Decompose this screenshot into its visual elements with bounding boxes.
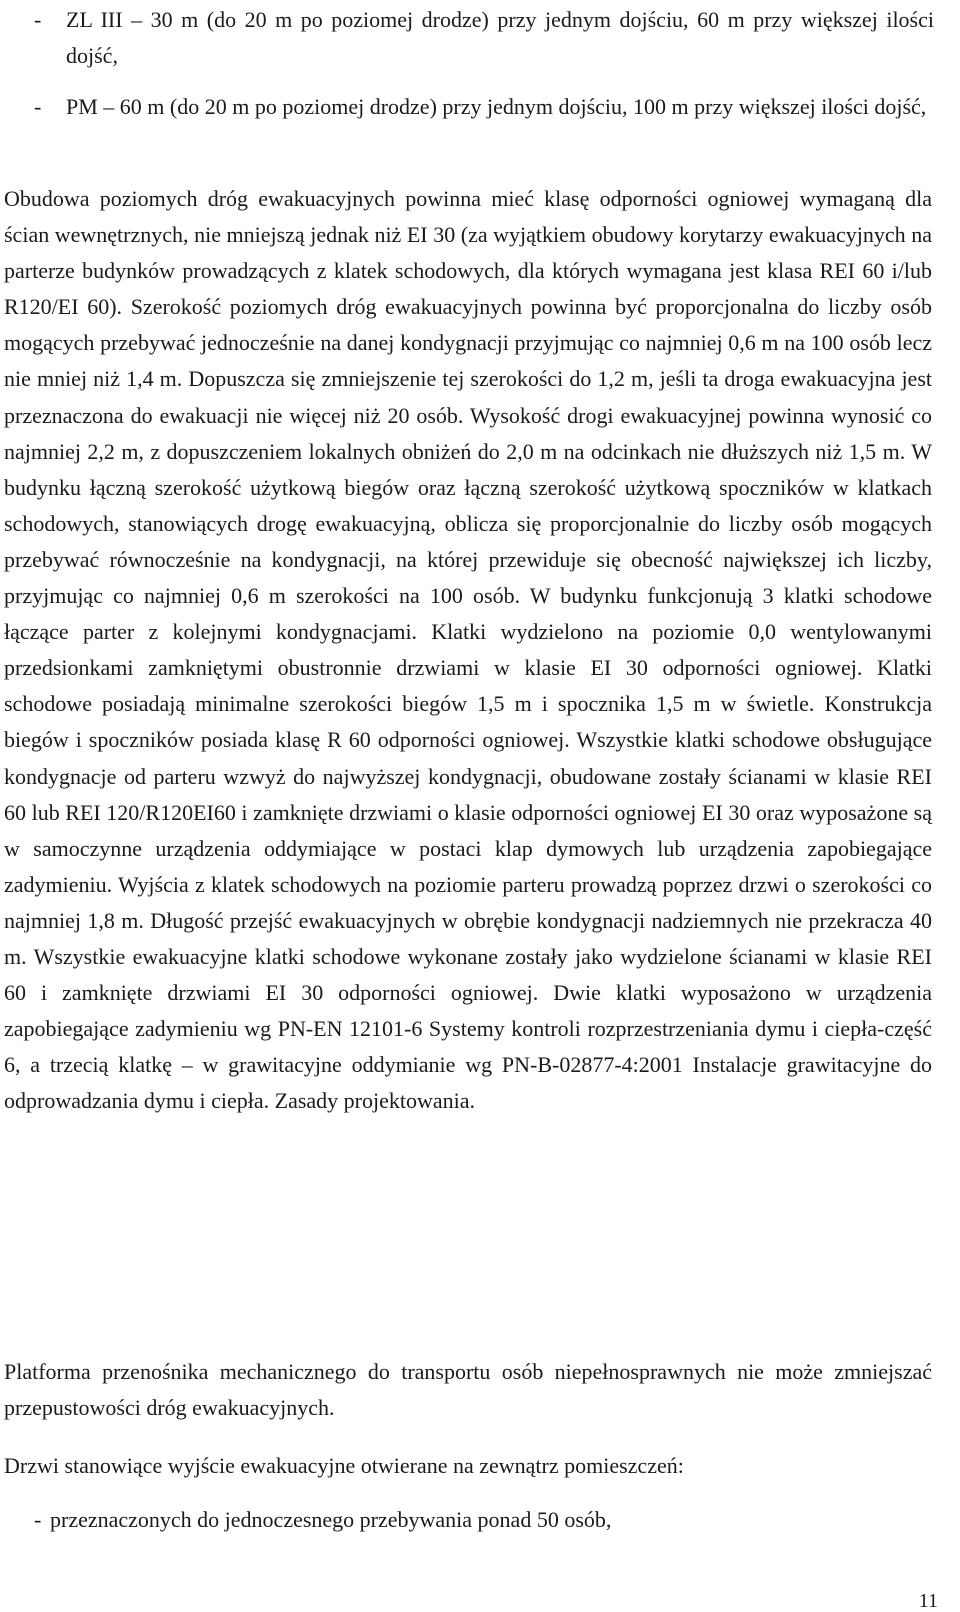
- list-item-text: przeznaczonych do jednoczesnego przebywania ponad 50 osób,: [50, 1507, 612, 1532]
- paragraph-platform: Platforma przenośnika mechanicznego do transportu osób niepełnosprawnych nie może zmniejszać przepustowości dróg ewakuacyjnych.: [4, 1359, 932, 1421]
- list-item-text: ZL III – 30 m (do 20 m po poziomej drodze) przy jednym dojściu, 60 m przy większej ilości dojść,: [66, 7, 934, 68]
- list-item: [34, 2, 934, 74]
- list-item-text: PM – 60 m (do 20 m po poziomej drodze) przy jednym dojściu, 100 m przy większej ilości dojść,: [66, 94, 927, 119]
- list-item: [34, 89, 934, 125]
- paragraph-evacuation-routes: Obudowa poziomych dróg ewakuacyjnych powinna mieć klasę odporności ogniowej wymaganą dla ścian wewnętrznych, nie mniejszą jednak niż EI 30 (za wyjątkiem obudowy korytarzy ewakuacyjnych na parterze budynków prowadzących z klatek schodowych, dla których wymagana jest klasa REI 60 i/lub R120/EI 60). Szerokość poziomych dróg ewakuacyjnych powinna być proporcjonalna do liczby osób mogących przebywać jednocześnie na danej kondygnacji przyjmując co najmniej 0,6 m na 100 osób lecz nie mniej niż 1,4 m. Dopuszcza się zmniejszenie tej szerokości do 1,2 m, jeśli ta droga ewakuacyjna jest przeznaczona do ewakuacji nie więcej niż 20 osób. Wysokość drogi ewakuacyjnej powinna wynosić co najmniej 2,2 m, z dopuszczeniem lokalnych obniżeń do 2,0 m na odcinkach nie dłuższych niż 1,5 m. W budynku łączną szerokość użytkową biegów oraz łączną szerokość użytkową spoczników w klatkach schodowych, stanowiących drogę ewakuacyjną, oblicza się proporcjonalnie do liczby osób mogących przebywać równocześnie na kondygnacji, na której przewiduje się obecność największej ich liczby, przyjmując co najmniej 0,6 m szerokości na 100 osób. W budynku funkcjonują 3 klatki schodowe łączące parter z kolejnymi kondygnacjami. Klatki wydzielono na poziomie 0,0 wentylowanymi przedsionkami zamkniętymi obustronnie drzwiami w klasie EI 30 odporności ogniowej. Klatki schodowe posiadają minimalne szerokości biegów 1,5 m i spocznika 1,5 m w świetle. Konstrukcja biegów i spoczników posiada klasę R 60 odporności ogniowej. Wszystkie klatki schodowe obsługujące kondygnacje od parteru wzwyż do najwyższej kondygnacji, obudowane zostały ścianami w klasie REI 60 lub REI 120/R120EI60 i zamknięte drzwiami o klasie odporności ogniowej EI 30 oraz wyposażone są w samoczynne urządzenia oddymiające w postaci klap dymowych lub urządzenia zapobiegające zadymieniu. Wyjścia z klatek schodowych na poziomie parteru prowadzą poprzez drzwi o szerokości co najmniej 1,8 m. Długość przejść ewakuacyjnych w obrębie kondygnacji nadziemnych nie przekracza 40 m. Wszystkie ewakuacyjne klatki schodowe wykonane zostały jako wydzielone ścianami w klasie REI 60 i zamknięte drzwiami EI 30 odporności ogniowej. Dwie klatki wyposażono w urządzenia zapobiegające zadymieniu wg PN-EN 12101-6 Systemy kontroli rozprzestrzeniania dymu i ciepła-część 6, a trzecią klatkę – w grawitacyjne oddymianie wg PN-B-02877-4:2001 Instalacje grawitacyjne do odprowadzania dymu i ciepła. Zasady projektowania.: [4, 186, 932, 1114]
- paragraph-exit-doors: Drzwi stanowiące wyjście ewakuacyjne otwierane na zewnątrz pomieszczeń:: [4, 1453, 684, 1478]
- list-dash: -: [34, 7, 42, 32]
- list-dash: -: [34, 1507, 42, 1532]
- list-dash: -: [34, 94, 42, 119]
- list-item: [34, 1502, 934, 1538]
- page-number: 11: [918, 1590, 938, 1612]
